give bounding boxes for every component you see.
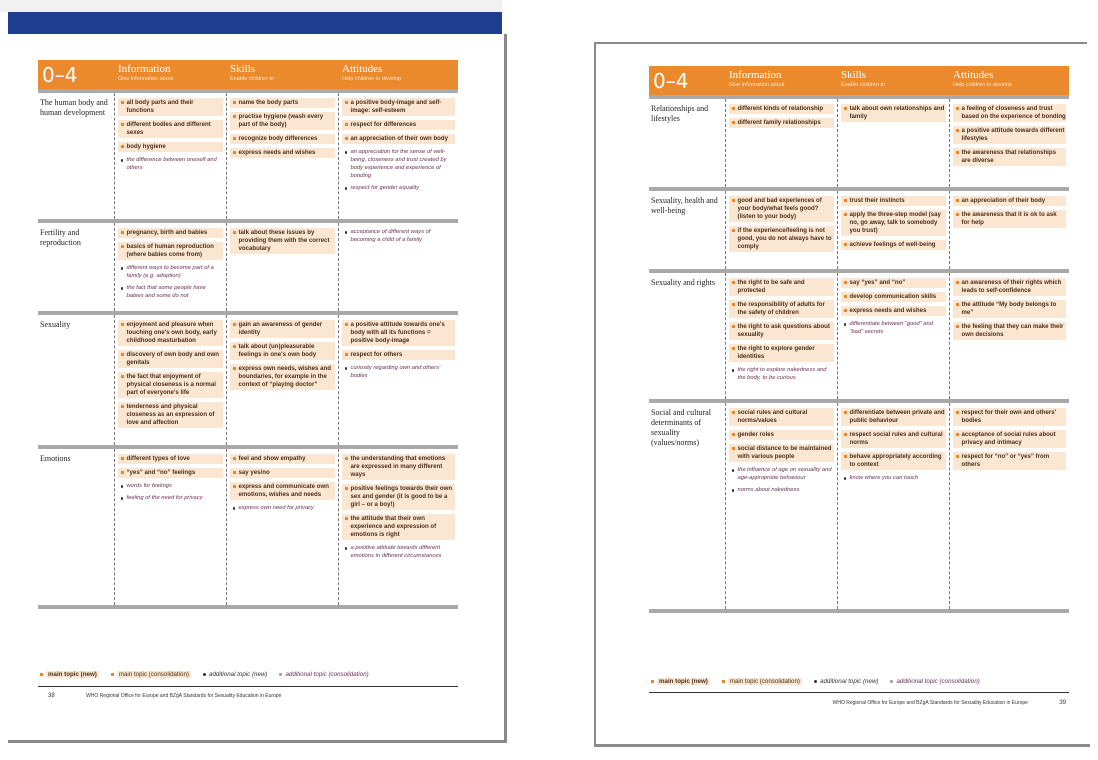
additional-topic-item: respect for gender equality [342,184,456,192]
cell-info [725,401,837,611]
cell-attitudes [949,97,1069,189]
main-topic-item: social distance to be maintained with various people [729,444,834,462]
legend-additional-consolidation: additional topic (consolidation) [890,678,979,685]
legend [651,678,980,685]
cell-attitudes [338,91,458,221]
additional-topic-item: norms about nakedness [729,486,834,494]
additional-topic-item: express own need for privacy [230,504,335,512]
main-topic-item: name the body parts [230,98,335,108]
main-topic-item: talk about own relationships and family [841,104,946,122]
cell-attitudes [949,271,1069,401]
additional-topic-item: an appreciation for the sense of well-being, closeness and trust created by body experience and experience of bonding [342,148,456,180]
additional-topic-item: acceptance of different ways of becoming a child of a family [342,228,456,244]
cell-info [114,221,226,313]
cell-info [725,97,837,189]
cell-attitudes [338,313,458,447]
main-topic-item: gender roles [729,430,834,440]
additional-topic-item: the fact that some people have babies and some do not [118,284,223,300]
header-subtitle: Give information about [729,82,785,88]
additional-topic-item: curiosity regarding own and others' bodies [342,364,456,380]
main-topic-item: different family relationships [729,118,834,128]
legend-main-new: main topic (new) [40,671,99,678]
table-end-rule [649,611,1069,613]
legend-main-new: main topic (new) [651,678,710,685]
main-topic-item: the responsibility of adults for the safety of children [729,300,834,318]
header-skills [226,60,338,91]
cell-info [114,313,226,447]
header-title: Skills [230,63,256,75]
additional-topic-item: know where you can touch [841,474,946,482]
footer-rule [649,692,1069,693]
topic-row [38,313,458,447]
viewer-margin [1087,42,1098,742]
cell-skills [837,271,949,401]
header-title: Skills [841,69,867,81]
cell-skills [226,221,338,313]
header-information [725,66,837,97]
main-topic-item: positive feelings towards their own sex and gender (it is good to be a girl – or a boy!) [342,484,456,510]
header-information [114,60,226,91]
header-title: Information [118,63,171,75]
legend-main-consolidation: main topic (consolidation) [111,671,191,678]
age-label: 0–4 [653,69,689,93]
cell-info [725,189,837,271]
main-topic-item: the feeling that they can make their own decisions [953,322,1067,340]
topic-name: Sexuality [38,313,114,447]
page-number: 39 [1059,700,1066,706]
topic-row [38,447,458,607]
footer-text: WHO Regional Office for Europe and BZgA Standards for Sexuality Education in Europe [832,700,1028,706]
document-header-band [8,12,502,36]
cell-attitudes [949,189,1069,271]
additional-topic-item: differentiate between “good” and “bad” secrets [841,320,946,336]
main-topic-item: the right to explore gender identities [729,344,834,362]
main-topic-item: express and communicate own emotions, wishes and needs [230,482,335,500]
cell-info [114,447,226,607]
main-topic-item: a feeling of closeness and trust based on the experience of bonding [953,104,1067,122]
main-topic-item: enjoyment and pleasure when touching one's own body, early childhood masturbation [118,320,223,346]
main-topic-item: the awareness that relationships are diverse [953,148,1067,166]
age-label: 0–4 [42,63,78,87]
main-topic-item: respect for “no” or “yes” from others [953,452,1067,470]
main-topic-item: trust their instincts [841,196,946,206]
age-group-cell [38,60,114,91]
additional-topic-item: the difference between oneself and others [118,156,223,172]
cell-skills [837,401,949,611]
header-subtitle: Help children to develop [953,82,1013,88]
topic-row [649,271,1069,401]
topic-row [649,97,1069,189]
age-group-cell [649,66,725,97]
main-topic-item: behave appropriately according to context [841,452,946,470]
legend-main-consolidation: main topic (consolidation) [722,678,802,685]
cell-attitudes [338,447,458,607]
additional-topic-item: the influence of age on sexuality and age-appropriate behaviour [729,466,834,482]
main-topic-item: recognize body differences [230,134,335,144]
main-topic-item: the attitude “My body belongs to me” [953,300,1067,318]
main-topic-item: develop communication skills [841,292,946,302]
header-attitudes [949,66,1069,97]
topic-row [38,221,458,313]
cell-skills [226,91,338,221]
main-topic-item: feel and show empathy [230,454,335,464]
main-topic-item: “yes” and “no” feelings [118,468,223,478]
main-topic-item: an awareness of their rights which leads to self-confidence [953,278,1067,296]
main-topic-item: gain an awareness of gender identity [230,320,335,338]
page-footer [48,693,348,699]
header-skills [837,66,949,97]
main-topic-item: say yes/no [230,468,335,478]
additional-topic-item: the right to explore nakedness and the body, to be curious [729,366,834,382]
topic-name: Relationships and lifestyles [649,97,725,189]
legend-additional-new: additional topic (new) [203,671,267,678]
header-title: Information [729,69,782,81]
main-topic-item: tenderness and physical closeness as an expression of love and affection [118,402,223,428]
topic-name: Social and cultural determinants of sexuality (values/norms) [649,401,725,611]
main-topic-item: respect for others [342,350,456,360]
header-title: Attitudes [342,63,383,75]
main-topic-item: respect for their own and others' bodies [953,408,1067,426]
additional-topic-item: words for feelings [118,482,223,490]
main-topic-item: a positive attitude towards different lifestyles [953,126,1067,144]
main-topic-item: the understanding that emotions are expressed in many different ways [342,454,456,480]
main-topic-item: pregnancy, birth and babies [118,228,223,238]
main-topic-item: social rules and cultural norms/values [729,408,834,426]
topic-name: Emotions [38,447,114,607]
cell-skills [226,447,338,607]
main-topic-item: the awareness that it is ok to ask for help [953,210,1067,228]
topic-name: Sexuality, health and well-being [649,189,725,271]
main-topic-item: talk about these issues by providing them with the correct vocabulary [230,228,335,254]
header-title: Attitudes [953,69,994,81]
main-topic-item: different types of love [118,454,223,464]
legend-additional-new: additional topic (new) [814,678,878,685]
header-attitudes [338,60,458,91]
cell-info [114,91,226,221]
topic-name: Fertility and reproduction [38,221,114,313]
header-subtitle: Help children to develop [342,76,402,82]
cell-skills [226,313,338,447]
main-topic-item: express own needs, wishes and boundaries, for example in the context of “playing doctor” [230,364,335,390]
main-topic-item: achieve feelings of well-being [841,240,946,250]
header-subtitle: Give information about [118,76,174,82]
main-topic-item: acceptance of social rules about privacy and intimacy [953,430,1067,448]
main-topic-item: different kinds of relationship [729,104,834,114]
main-topic-item: discovery of own body and own genitals [118,350,223,368]
viewer-toolbar-strip [0,0,502,12]
page-38 [8,34,507,743]
table-header [38,60,458,91]
main-topic-item: the attitude that their own experience and expression of emotions is right [342,514,456,540]
main-topic-item: respect for differences [342,120,456,130]
legend [40,671,369,678]
cell-attitudes [338,221,458,313]
competence-table-left [38,60,458,609]
main-topic-item: all body parts and their functions [118,98,223,116]
main-topic-item: apply the three-step model (say no, go away, talk to somebody you trust) [841,210,946,236]
page-39 [594,42,1090,747]
table-header [649,66,1069,97]
main-topic-item: good and bad experiences of your body/what feels good? (listen to your body) [729,196,834,222]
topic-name: Sexuality and rights [649,271,725,401]
header-subtitle: Enable children to [841,82,886,88]
main-topic-item: an appreciation of their own body [342,134,456,144]
main-topic-item: the fact that enjoyment of physical closeness is a normal part of everyone's life [118,372,223,398]
main-topic-item: the right to ask questions about sexuality [729,322,834,340]
footer-text: WHO Regional Office for Europe and BZgA Standards for Sexuality Education in Europe [86,693,282,699]
main-topic-item: a positive attitude towards one's body with all its functions = positive body-image [342,320,456,346]
cell-attitudes [949,401,1069,611]
cell-skills [837,97,949,189]
page-footer [786,700,1066,706]
cell-skills [837,189,949,271]
main-topic-item: basics of human reproduction (where babies come from) [118,242,223,260]
main-topic-item: an appreciation of their body [953,196,1067,206]
main-topic-item: body hygiene [118,142,223,152]
main-topic-item: practise hygiene (wash every part of the body) [230,112,335,130]
topic-name: The human body and human development [38,91,114,221]
legend-additional-consolidation: additional topic (consolidation) [279,671,368,678]
main-topic-item: different bodies and different sexes [118,120,223,138]
main-topic-item: respect social rules and cultural norms [841,430,946,448]
cell-info [725,271,837,401]
footer-rule [38,686,458,687]
main-topic-item: express needs and wishes [230,148,335,158]
main-topic-item: differentiate between private and public behaviour [841,408,946,426]
main-topic-item: the right to be safe and protected [729,278,834,296]
header-subtitle: Enable children to [230,76,275,82]
topic-row [38,91,458,221]
page-number: 38 [48,693,55,699]
additional-topic-item: a positive attitude towards different emotions in different circumstances [342,544,456,560]
main-topic-item: say “yes” and “no” [841,278,946,288]
competence-table-right [649,66,1069,613]
main-topic-item: express needs and wishes [841,306,946,316]
table-end-rule [38,607,458,609]
main-topic-item: a positive body-image and self-image: self-esteem [342,98,456,116]
additional-topic-item: different ways to become part of a family (e.g. adoption) [118,264,223,280]
main-topic-item: talk about (un)pleasurable feelings in one's own body [230,342,335,360]
topic-row [649,401,1069,611]
topic-row [649,189,1069,271]
main-topic-item: if the experience/feeling is not good, you do not always have to comply [729,226,834,252]
additional-topic-item: feeling of the need for privacy [118,494,223,502]
